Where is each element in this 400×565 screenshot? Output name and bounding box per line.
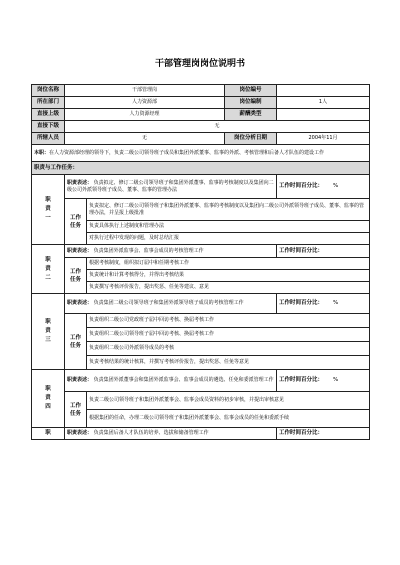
duty-4-pct: 工作时间百分比： %: [277, 370, 370, 392]
pay-type-value: [277, 109, 370, 121]
job-description-table: [31, 84, 370, 440]
department-value: 人力资源部: [65, 97, 225, 109]
summary-label: 本职：: [34, 149, 50, 156]
department-label: 所在部门: [32, 97, 65, 109]
duty-2-task-3: 负责撰写考核评价报告，提出奖惩、任免等建议、意见: [87, 282, 370, 294]
duty-2-desc: 负责集团外派监事会、监事会成员的考核管理工作: [93, 247, 204, 254]
duty-1-name: 职 责 一: [32, 175, 65, 245]
superior-value: 人力资源经理: [65, 109, 225, 121]
analysis-date-value: 2004年11月: [277, 133, 370, 145]
summary-text: 在人力资源部经理的领导下，负责二级公司领导班子成员和集团外派董事、监事的外派、考核管理和后备人才队伍的建设工作: [49, 149, 325, 156]
duty-3-name: 职 责 三: [32, 294, 65, 370]
duty-2-task-1: 根据考核制度，組织拟订届中和任期考核工作: [87, 258, 370, 270]
duty-1-task-2: 负责具体执行上述制度和管理办法: [87, 221, 370, 233]
headcount-value: 1人: [277, 97, 370, 109]
position-name-label: 岗位名称: [32, 85, 65, 97]
duty-1-desc-cell: 职责表述： 负责拟定、修订二级公司领导班子和集团外派董事、监事的考核制度以及集团向二级公司外派领导班子成员、董事、监事的管理办法: [65, 175, 277, 199]
duty-3-task-4: 负责考核结果的统计核算，并撰写考核评价报告，提出奖惩、任免等意见: [87, 356, 370, 370]
duty-1-task-3: 对执行过程中发现的问题，及时总结汇报: [87, 233, 370, 245]
duty-4-task-1: 负责二级公司领导班子和集团外派董事会、监事会成员资料的初步审核，并提出审核意见: [87, 392, 370, 410]
duty-4-task-2: 根据集团的任命，办理二级公司领导班子和集团外派董事会、监事会成员的任免和委派手续: [87, 410, 370, 428]
document-title: 干部管理岗岗位说明书: [154, 59, 245, 69]
duty-4-name: 职 责 四: [32, 370, 65, 428]
duty-2-pct: 工作时间百分比：: [277, 245, 370, 258]
duty-3-task-2: 负责组织二级公司领导班子届中回访考核、换届考核工作: [87, 328, 370, 342]
headcount-label: 岗位编制: [225, 97, 277, 109]
duty-2-task-2: 负责统计和计算考核得分，并得出考核结果: [87, 270, 370, 282]
pay-type-label: 薪酬类型: [225, 109, 277, 121]
duty-3-task-1: 负责组织二级公司党政班子届中回访考核、换届考核工作: [87, 314, 370, 328]
duty-4-desc-cell: 职责表述： 负责集团外派董事会和集团外派监事会、监事会成员的遴选、任免和委派管理工作: [65, 370, 277, 392]
duty-3-desc: 负责集团二级公司领导班子和集团外派领导班子成员的考核管理工作: [93, 300, 244, 306]
duty-2-desc-cell: 职责表述： 负责集团外派监事会、监事会成员的考核管理工作: [65, 245, 277, 258]
duty-5-pct: 工作时间百分比：: [277, 428, 370, 440]
position-code-label: 岗位编号: [225, 85, 277, 97]
duty-2-name: 职 责 二: [32, 245, 65, 294]
duty-3-pct: 工作时间百分比： %: [277, 294, 370, 314]
duty-2-task-label: 工作 任务: [65, 258, 87, 294]
duties-header: 职责与工作任务：: [32, 162, 370, 175]
position-code-value: [277, 85, 370, 97]
staff-value: 无: [65, 133, 225, 145]
duty-1-pct: 工作时间百分比： %: [277, 175, 370, 199]
duty-4-desc: 负责集团外派董事会和集团外派监事会、监事会成员的遴选、任免和委派管理工作: [93, 377, 274, 383]
subordinate-label: 直接下级: [32, 121, 65, 133]
staff-label: 所辖人员: [32, 133, 65, 145]
duty-3-task-label: 工作 任务: [65, 314, 87, 370]
duty-5-desc: 负责集团后备人才队伍的培养、选拔和储备管理工作: [93, 430, 209, 436]
analysis-date-label: 岗位分析日期: [225, 133, 277, 145]
position-name-value: 干部管理岗: [65, 85, 225, 97]
duty-3-desc-cell: 职责表述： 负责集团二级公司领导班子和集团外派领导班子成员的考核管理工作: [65, 294, 277, 314]
subordinate-value: 无: [65, 121, 370, 133]
duty-1-task-label: 工作 任务: [65, 199, 87, 245]
superior-label: 直接上级: [32, 109, 65, 121]
duty-5-desc-cell: 职责表述： 负责集团后备人才队伍的培养、选拔和储备管理工作: [65, 428, 277, 440]
duty-4-task-label: 工作 任务: [65, 392, 87, 428]
duty-1-task-1: 负责拟定、修订二级公司领导班子和集团外派董事、监事的考核制度以及集团向二级公司外派领导班子成员、董事、监事的管理办法，并呈报上级批准: [87, 199, 370, 221]
summary-cell: [32, 145, 370, 162]
duty-3-task-3: 负责组织二级公司外派领导成员的考核: [87, 342, 370, 356]
duty-5-name: 职: [32, 428, 65, 440]
duty-1-desc: 负责拟定、修订二级公司领导班子和集团外派董事、监事的考核制度以及集团向二级公司外派领导班子成员、董事、监事的管理办法: [67, 179, 274, 193]
